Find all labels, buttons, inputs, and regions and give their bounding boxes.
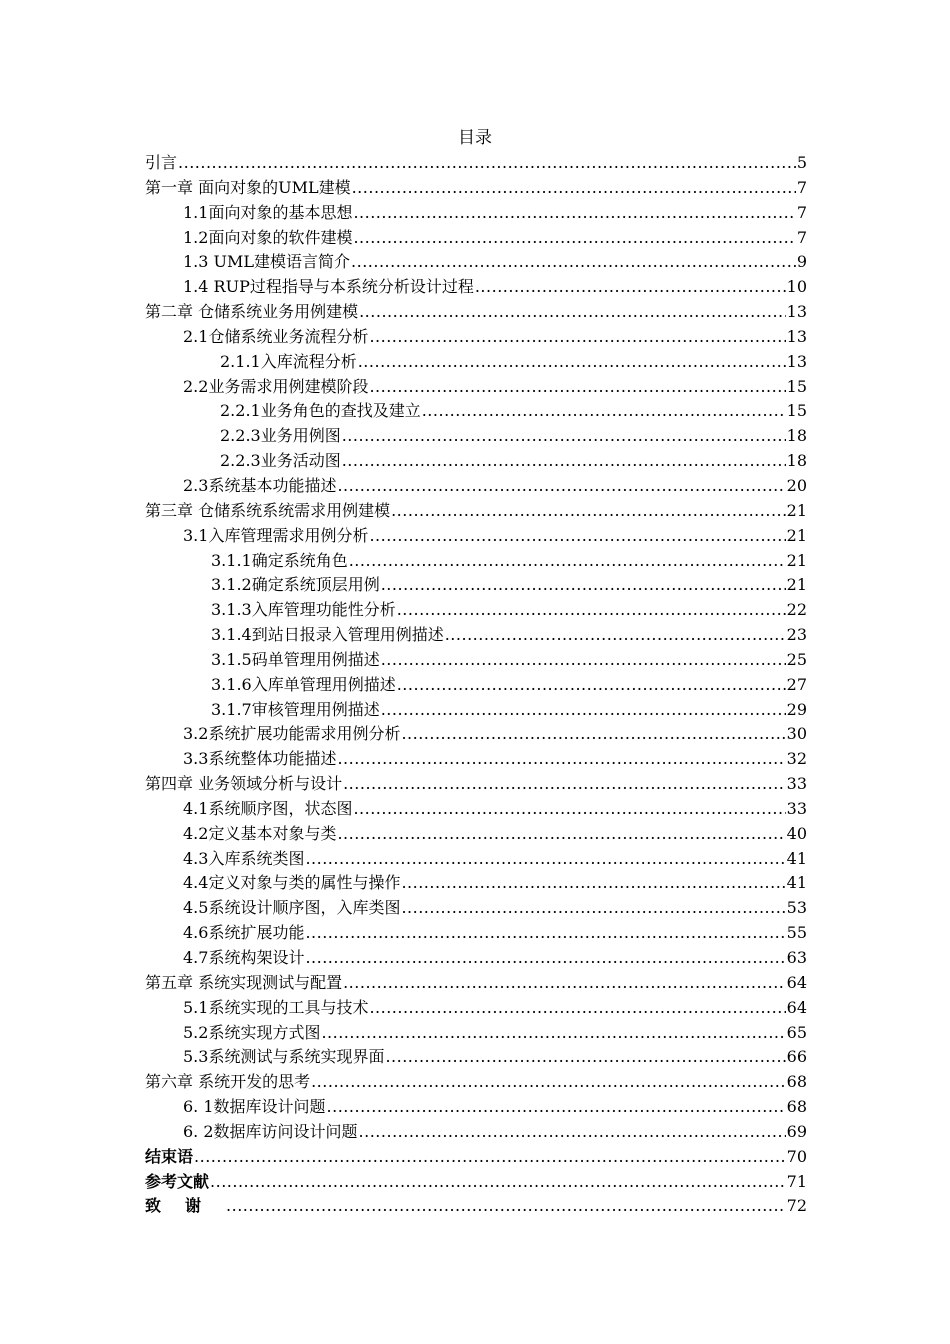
toc-entry-page-number: 27 — [786, 674, 807, 694]
toc-entry-label: 5.3系统测试与系统实现界面 — [183, 1047, 385, 1067]
toc-entry[interactable] — [145, 399, 807, 424]
dot-leader — [422, 399, 786, 424]
toc-entry-page-number: 25 — [786, 649, 807, 669]
dot-leader — [369, 375, 785, 400]
toc-entry-page-number: 5 — [796, 153, 807, 172]
toc-entry[interactable] — [145, 921, 807, 946]
toc-entry-label: 3.2系统扩展功能需求用例分析 — [183, 724, 401, 744]
toc-entry-label: 6. 1数据库设计问题 — [183, 1097, 326, 1117]
dot-leader — [358, 350, 786, 375]
toc-entry-label: 第二章 仓储系统业务用例建模 — [145, 302, 359, 322]
toc-entry[interactable] — [145, 822, 807, 847]
toc-entry-page-number: 53 — [786, 898, 807, 918]
toc-entry-label: 第六章 系统开发的思考 — [145, 1072, 311, 1092]
toc-entry-label: 1.2面向对象的软件建模 — [183, 227, 353, 247]
toc-entry-page-number: 64 — [786, 997, 807, 1017]
toc-entry[interactable] — [145, 201, 807, 226]
toc-entry-page-number: 40 — [786, 823, 807, 843]
toc-entry[interactable] — [145, 176, 807, 201]
toc-entry-page-number: 21 — [786, 500, 807, 520]
table-of-contents — [145, 151, 807, 1219]
toc-entry-page-number: 68 — [786, 1072, 807, 1092]
toc-entry-label: 2.1仓储系统业务流程分析 — [183, 326, 369, 346]
toc-entry-label: 4.2定义基本对象与类 — [183, 823, 337, 843]
toc-entry[interactable] — [145, 946, 807, 971]
dot-leader — [305, 946, 785, 971]
toc-entry-label: 4.3入库系统类图 — [183, 848, 305, 868]
dot-leader — [321, 1021, 785, 1046]
toc-entry-label: 6. 2数据库访问设计问题 — [183, 1121, 358, 1141]
toc-entry[interactable] — [145, 996, 807, 1021]
toc-entry[interactable] — [145, 549, 807, 574]
toc-entry[interactable] — [145, 648, 807, 673]
toc-entry-label: 4.4定义对象与类的属性与操作 — [183, 873, 401, 893]
dot-leader — [343, 772, 786, 797]
toc-entry-label: 第四章 业务领域分析与设计 — [145, 774, 343, 794]
toc-entry[interactable] — [145, 971, 807, 996]
toc-entry[interactable] — [145, 275, 807, 300]
toc-entry-page-number: 71 — [786, 1171, 807, 1191]
toc-entry[interactable] — [145, 673, 807, 698]
toc-entry-page-number: 10 — [786, 277, 807, 297]
dot-leader — [359, 300, 786, 325]
toc-entry[interactable] — [145, 698, 807, 723]
toc-entry-label: 2.2.1业务角色的查找及建立 — [220, 401, 421, 421]
dot-leader — [349, 549, 786, 574]
toc-entry[interactable] — [145, 226, 807, 251]
dot-leader — [359, 1120, 786, 1145]
toc-entry-label: 3.1.2确定系统顶层用例 — [211, 575, 380, 595]
dot-leader — [226, 1194, 786, 1219]
toc-entry-page-number: 41 — [786, 848, 807, 868]
dot-leader — [369, 996, 785, 1021]
toc-entry-page-number: 7 — [796, 177, 807, 197]
toc-entry[interactable] — [145, 847, 807, 872]
toc-entry[interactable] — [145, 747, 807, 772]
toc-entry[interactable] — [145, 623, 807, 648]
toc-entry-label: 1.3 UML建模语言简介 — [183, 252, 351, 272]
toc-entry-label: 3.1.6入库单管理用例描述 — [211, 674, 396, 694]
toc-entry[interactable] — [145, 1145, 807, 1170]
toc-entry[interactable] — [145, 896, 807, 921]
toc-entry-page-number: 7 — [796, 227, 807, 247]
dot-leader — [353, 797, 785, 822]
toc-entry-page-number: 7 — [796, 202, 807, 222]
toc-entry-label: 3.1.3入库管理功能性分析 — [211, 600, 396, 620]
dot-leader — [391, 499, 786, 524]
toc-entry-page-number: 21 — [786, 525, 807, 545]
dot-leader — [342, 449, 786, 474]
toc-entry[interactable] — [145, 250, 807, 275]
dot-leader — [369, 325, 785, 350]
toc-entry-page-number: 41 — [786, 873, 807, 893]
dot-leader — [194, 1145, 786, 1170]
toc-entry[interactable] — [145, 300, 807, 325]
toc-entry-label: 引言 — [145, 153, 178, 172]
toc-entry-page-number: 13 — [786, 351, 807, 371]
toc-entry-page-number: 30 — [786, 724, 807, 744]
toc-entry-page-number: 23 — [786, 625, 807, 645]
toc-entry[interactable] — [145, 772, 807, 797]
toc-entry[interactable] — [145, 350, 807, 375]
toc-entry-label: 4.1系统顺序图，状态图 — [183, 798, 353, 818]
dot-leader — [337, 747, 785, 772]
toc-entry-label: 4.6系统扩展功能 — [183, 923, 305, 943]
toc-entry[interactable] — [145, 325, 807, 350]
toc-entry[interactable] — [145, 424, 807, 449]
toc-entry-label: 5.2系统实现方式图 — [183, 1022, 321, 1042]
toc-entry[interactable] — [145, 722, 807, 747]
toc-entry-page-number: 13 — [786, 302, 807, 322]
toc-entry[interactable] — [145, 871, 807, 896]
dot-leader — [381, 648, 786, 673]
toc-entry[interactable] — [145, 474, 807, 499]
dot-leader — [401, 896, 785, 921]
toc-entry-page-number: 68 — [786, 1097, 807, 1117]
toc-entry[interactable] — [145, 1021, 807, 1046]
toc-entry-label: 3.1.7审核管理用例描述 — [211, 699, 380, 719]
dot-leader — [353, 201, 795, 226]
toc-entry-page-number: 55 — [786, 923, 807, 943]
toc-entry-label: 2.2.3业务活动图 — [220, 451, 341, 471]
toc-entry-label: 1.1面向对象的基本思想 — [183, 202, 353, 222]
toc-entry-page-number: 33 — [786, 774, 807, 794]
toc-entry-page-number: 21 — [786, 575, 807, 595]
toc-entry[interactable] — [145, 375, 807, 400]
toc-entry-label: 致谢 — [145, 1196, 226, 1216]
dot-leader — [337, 822, 785, 847]
toc-entry[interactable] — [145, 1095, 807, 1120]
dot-leader — [475, 275, 786, 300]
dot-leader — [305, 921, 785, 946]
toc-entry-page-number: 13 — [786, 326, 807, 346]
toc-entry-label: 4.7系统构架设计 — [183, 948, 305, 967]
toc-entry-page-number: 29 — [786, 699, 807, 719]
toc-entry-label: 3.1入库管理需求用例分析 — [183, 525, 369, 545]
toc-entry[interactable] — [145, 1070, 807, 1095]
dot-leader — [343, 971, 786, 996]
toc-entry-label: 结束语 — [145, 1146, 194, 1166]
toc-entry-label: 第五章 系统实现测试与配置 — [145, 972, 343, 992]
toc-entry-label: 5.1系统实现的工具与技术 — [183, 997, 369, 1017]
toc-entry[interactable] — [145, 573, 807, 598]
toc-entry-label: 2.2.3业务用例图 — [220, 426, 341, 446]
dot-leader — [369, 524, 785, 549]
dot-leader — [381, 573, 786, 598]
toc-entry-label: 1.4 RUP过程指导与本系统分析设计过程 — [183, 277, 474, 297]
dot-leader — [351, 250, 796, 275]
toc-entry-page-number: 22 — [786, 600, 807, 620]
toc-entry-page-number: 70 — [786, 1146, 807, 1166]
toc-entry-page-number: 9 — [796, 252, 807, 272]
toc-entry-page-number: 18 — [786, 451, 807, 471]
dot-leader — [342, 424, 786, 449]
toc-entry-page-number: 15 — [786, 376, 807, 396]
toc-entry-page-number: 15 — [786, 401, 807, 421]
toc-entry-label: 第一章 面向对象的UML建模 — [145, 177, 351, 197]
toc-entry[interactable] — [145, 797, 807, 822]
toc-entry-page-number: 65 — [786, 1022, 807, 1042]
dot-leader — [305, 847, 785, 872]
toc-entry[interactable] — [145, 598, 807, 623]
toc-entry-label: 2.1.1入库流程分析 — [220, 351, 357, 371]
dot-leader — [397, 598, 786, 623]
toc-entry[interactable] — [145, 1170, 807, 1195]
toc-entry[interactable] — [145, 151, 807, 176]
toc-entry-label: 2.2业务需求用例建模阶段 — [183, 376, 369, 396]
toc-entry-page-number: 63 — [786, 948, 807, 967]
toc-entry-label: 4.5系统设计顺序图，入库类图 — [183, 898, 401, 918]
toc-entry-page-number: 33 — [786, 798, 807, 818]
dot-leader — [401, 722, 785, 747]
dot-leader — [445, 623, 786, 648]
toc-entry[interactable] — [145, 499, 807, 524]
dot-leader — [397, 673, 786, 698]
toc-entry-page-number: 32 — [786, 749, 807, 769]
toc-entry-label: 参考文献 — [145, 1171, 210, 1191]
toc-entry-page-number: 72 — [786, 1196, 807, 1216]
toc-entry-page-number: 64 — [786, 972, 807, 992]
toc-entry-page-number: 21 — [786, 550, 807, 570]
toc-entry-label: 第三章 仓储系统系统需求用例建模 — [145, 500, 391, 520]
dot-leader — [210, 1170, 786, 1195]
toc-entry[interactable] — [145, 1120, 807, 1145]
dot-leader — [337, 474, 785, 499]
dot-leader — [385, 1045, 785, 1070]
toc-entry-label: 3.1.1确定系统角色 — [211, 550, 348, 570]
dot-leader — [381, 698, 786, 723]
toc-entry-label: 3.3系统整体功能描述 — [183, 749, 337, 769]
toc-entry[interactable] — [145, 449, 807, 474]
toc-entry-label: 3.1.4到站日报录入管理用例描述 — [211, 625, 444, 645]
toc-entry-label: 3.1.5码单管理用例描述 — [211, 649, 380, 669]
toc-entry[interactable] — [145, 1194, 807, 1219]
toc-entry-page-number: 18 — [786, 426, 807, 446]
dot-leader — [353, 226, 795, 251]
dot-leader — [352, 176, 796, 201]
toc-entry-page-number: 66 — [786, 1047, 807, 1067]
toc-entry-page-number: 20 — [786, 475, 807, 495]
dot-leader — [401, 871, 785, 896]
dot-leader — [178, 151, 796, 176]
toc-title: 目录 — [458, 128, 492, 148]
toc-entry[interactable] — [145, 524, 807, 549]
toc-entry[interactable] — [145, 1045, 807, 1070]
toc-entry-label: 2.3系统基本功能描述 — [183, 475, 337, 495]
dot-leader — [327, 1095, 786, 1120]
toc-entry-page-number: 69 — [786, 1121, 807, 1141]
dot-leader — [311, 1070, 786, 1095]
